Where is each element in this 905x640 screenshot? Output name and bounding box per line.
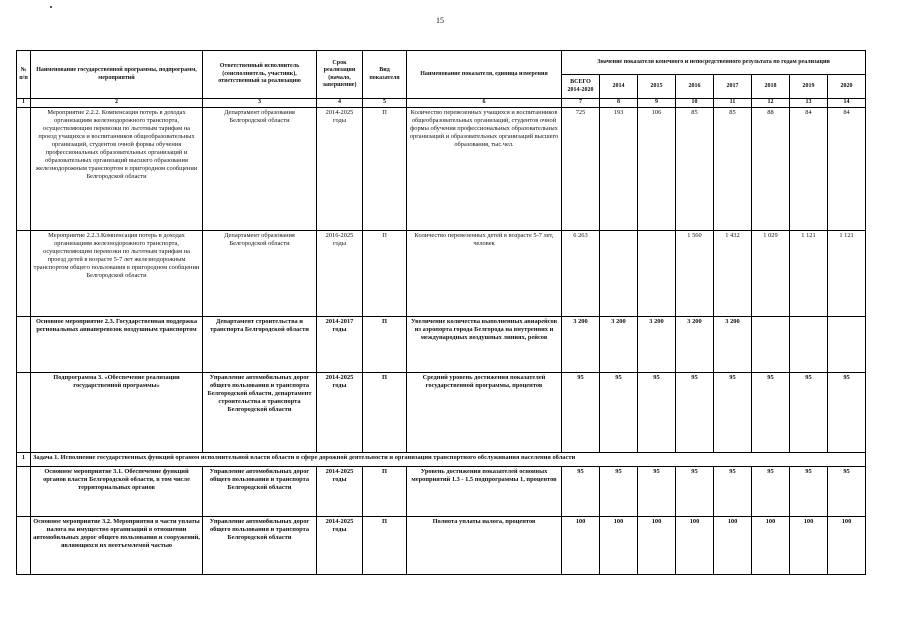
row-indicator: Увеличение количества выполненных авиарейсов из аэропорта города Белгорода на внутренних и международных воздушных линиях, рейсов (407, 317, 562, 373)
table-row (17, 108, 866, 231)
header-year: 2018 (752, 75, 790, 99)
row-term: 2014-2017 годы (317, 317, 363, 373)
header-executor: Ответственный исполнитель (соисполнитель, участник), ответственный за реализацию (203, 51, 317, 99)
row-value: 3 200 (714, 317, 752, 373)
row-value: 95 (638, 373, 676, 453)
row-value: 95 (828, 467, 866, 517)
table-row (17, 373, 866, 453)
row-value: 1 029 (752, 231, 790, 317)
header-indicator: Наименование показателя, единица измерения (407, 51, 562, 99)
row-value: 95 (828, 373, 866, 453)
col-number: 5 (363, 99, 407, 108)
row-num (17, 317, 31, 373)
table-row (17, 517, 866, 575)
row-value: 95 (638, 467, 676, 517)
row-value: 95 (714, 373, 752, 453)
header-year: 2019 (790, 75, 828, 99)
row-type: П (363, 467, 407, 517)
row-value: 95 (714, 467, 752, 517)
row-name: Основное мероприятие 3.2. Мероприятия в части уплаты налога на имущество организаций в отношении автомобильных дорог общего пользования и сооружений, являющихся их неотъемлемой частью (31, 517, 203, 575)
row-num (17, 517, 31, 575)
row-name: Мероприятие 2.2.2. Компенсация потерь в доходах организациям железнодорожного транспорта, осуществляющим перевозки по льготным тарифам на проезд учащихся и воспитанников общеобразовательных организаций, студентов очной формы обучения профессиональных образовательных организаций и образовательных организаций высшего образования железнодорожным транспортом в пригородном сообщении Белгородской области (31, 108, 203, 231)
row-value (600, 231, 638, 317)
row-value: 100 (752, 517, 790, 575)
row-value: 95 (600, 373, 638, 453)
col-number: 14 (828, 99, 866, 108)
row-value (752, 317, 790, 373)
row-term: 2014-2025 годы (317, 373, 363, 453)
table-row (17, 317, 866, 373)
row-type: П (363, 231, 407, 317)
row-value: 3 200 (676, 317, 714, 373)
row-executor: Департамент образования Белгородской области (203, 108, 317, 231)
page-number: 15 (436, 16, 444, 25)
row-num (17, 231, 31, 317)
results-table (16, 50, 866, 575)
header-num: № п/п (17, 51, 31, 99)
row-value: 1 121 (828, 231, 866, 317)
row-value: 3 200 (600, 317, 638, 373)
row-num (17, 373, 31, 453)
header-year: 2020 (828, 75, 866, 99)
row-term: 2014-2025 годы (317, 517, 363, 575)
row-name: Подпрограмма 3. «Обеспечение реализации государственной программы» (31, 373, 203, 453)
row-indicator: Полнота уплаты налога, процентов (407, 517, 562, 575)
row-value: 3 200 (562, 317, 600, 373)
col-number: 13 (790, 99, 828, 108)
table-row (17, 231, 866, 317)
row-value: 6 263 (562, 231, 600, 317)
col-number: 12 (752, 99, 790, 108)
row-value: 95 (790, 467, 828, 517)
row-value: 85 (676, 108, 714, 231)
row-type: П (363, 373, 407, 453)
col-number: 11 (714, 99, 752, 108)
row-value: 100 (562, 517, 600, 575)
table-row (17, 467, 866, 517)
col-number: 9 (638, 99, 676, 108)
row-num (17, 108, 31, 231)
row-value (790, 317, 828, 373)
header-year: ВСЕГО 2014-2020 (562, 75, 600, 99)
row-value: 3 200 (638, 317, 676, 373)
row-value: 95 (676, 373, 714, 453)
header-term: Срок реализации (начало, завершение) (317, 51, 363, 99)
task-text: Задача 1. Исполнение государственных функций органом исполнительной власти области в сфере дорожной деятельности и организации транспортного обслуживания населения области (31, 453, 866, 467)
row-executor: Управление автомобильных дорог общего пользования и транспорта Белгородской области (203, 517, 317, 575)
header-name: Наименование государственной программы, подпрограмм, мероприятий (31, 51, 203, 99)
scan-mark (50, 6, 52, 8)
row-value: 100 (828, 517, 866, 575)
row-term: 2014-2025 годы (317, 467, 363, 517)
header-year: 2016 (676, 75, 714, 99)
task-num: 1 (17, 453, 31, 467)
row-value: 95 (562, 373, 600, 453)
row-name: Основное мероприятие 3.1. Обеспечение функций органов власти Белгородской области, в том числе территориальных органов (31, 467, 203, 517)
row-indicator: Уровень достижения показателей основных мероприятий 1.3 - 1.5 подпрограммы 1, процентов (407, 467, 562, 517)
header-year: 2017 (714, 75, 752, 99)
col-number: 8 (600, 99, 638, 108)
row-value: 193 (600, 108, 638, 231)
col-number: 2 (31, 99, 203, 108)
col-number: 4 (317, 99, 363, 108)
row-type: П (363, 108, 407, 231)
task-row (17, 453, 866, 467)
row-value: 95 (790, 373, 828, 453)
header-values-group: Значение показателя конечного и непосредственного результата по годам реализации (562, 51, 866, 75)
header-year: 2015 (638, 75, 676, 99)
row-executor: Управление автомобильных дорог общего пользования и транспорта Белгородской области, департамент строительства и транспорта Белгородской области (203, 373, 317, 453)
col-number: 10 (676, 99, 714, 108)
row-value: 84 (828, 108, 866, 231)
row-value: 1 121 (790, 231, 828, 317)
header-type: Вид показателя (363, 51, 407, 99)
col-number: 6 (407, 99, 562, 108)
row-executor: Управление автомобильных дорог общего пользования и транспорта Белгородской области (203, 467, 317, 517)
row-value: 106 (638, 108, 676, 231)
row-value: 95 (752, 373, 790, 453)
row-value: 95 (676, 467, 714, 517)
row-value: 725 (562, 108, 600, 231)
col-number: 3 (203, 99, 317, 108)
row-value (638, 231, 676, 317)
col-number: 1 (17, 99, 31, 108)
row-name: Основное мероприятие 2.3. Государственная поддержка региональных авиаперевозок воздушным транспортом (31, 317, 203, 373)
row-name: Мероприятие 2.2.3.Компенсация потерь в доходах организациям железнодорожного транспорта, осуществляющим перевозки по льготным тарифам на проезд детей в возрасте 5-7 лет железнодорожным транспортом общего пользования в пригородном сообщении Белгородской области (31, 231, 203, 317)
row-executor: Департамент строительства и транспорта Белгородской области (203, 317, 317, 373)
row-type: П (363, 517, 407, 575)
row-value: 95 (600, 467, 638, 517)
row-executor: Департамент образования Белгородской области (203, 231, 317, 317)
col-number: 7 (562, 99, 600, 108)
row-value: 100 (714, 517, 752, 575)
row-indicator: Средний уровень достижения показателей государственной программы, процентов (407, 373, 562, 453)
row-value: 1 432 (714, 231, 752, 317)
row-value (828, 317, 866, 373)
row-indicator: Количество перевезенных учащихся и воспитанников общеобразовательных организаций, студентов очной формы обучения профессиональных образовательных организаций и образовательных организаций высшего образования, тыс.чел. (407, 108, 562, 231)
row-value: 100 (676, 517, 714, 575)
row-type: П (363, 317, 407, 373)
row-value: 84 (790, 108, 828, 231)
row-indicator: Количество перевезенных детей в возрасте 5-7 лет, человек (407, 231, 562, 317)
row-value: 88 (752, 108, 790, 231)
row-value: 100 (600, 517, 638, 575)
row-term: 2014-2025 годы (317, 108, 363, 231)
row-value: 100 (638, 517, 676, 575)
row-value: 95 (752, 467, 790, 517)
row-value: 1 560 (676, 231, 714, 317)
row-value: 100 (790, 517, 828, 575)
row-term: 2016-2025 годы (317, 231, 363, 317)
row-value: 95 (562, 467, 600, 517)
header-year: 2014 (600, 75, 638, 99)
row-value: 85 (714, 108, 752, 231)
row-num (17, 467, 31, 517)
